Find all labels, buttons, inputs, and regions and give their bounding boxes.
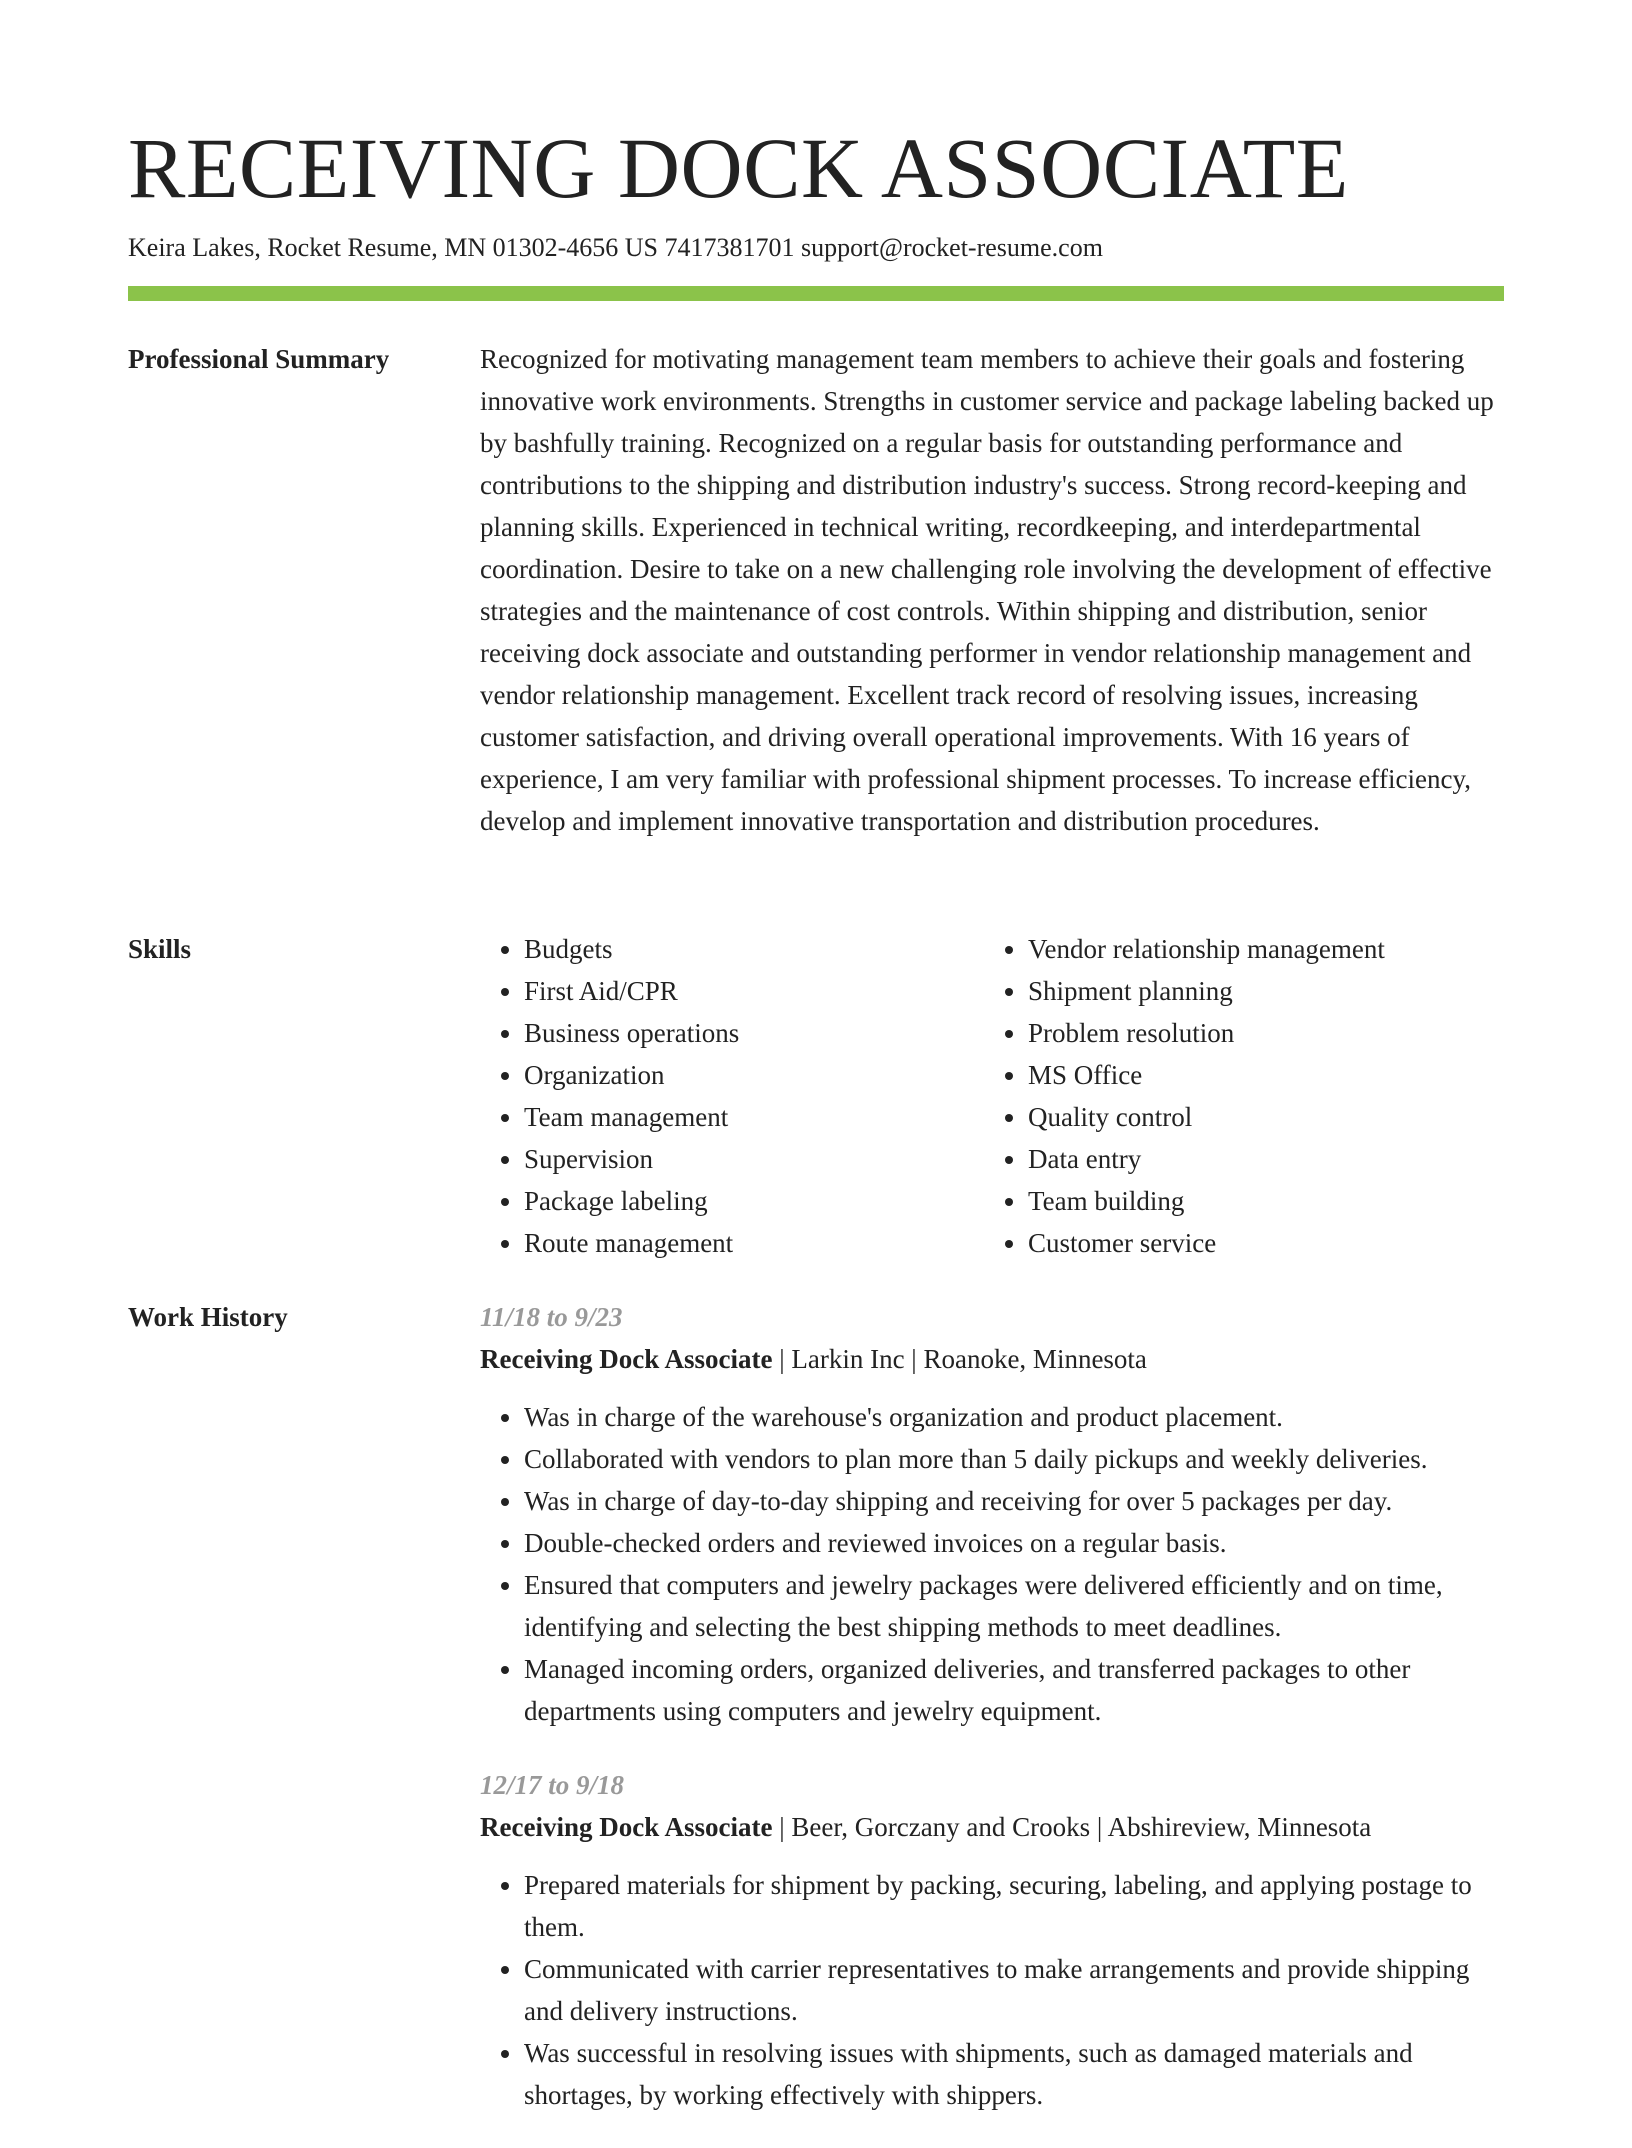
job-bullet: • Was in charge of the warehouse's organization and product placement. [524,1396,1504,1438]
job-dates: 12/17 to 9/18 [480,1770,625,1800]
work-history-body [480,1296,1504,2148]
skill-item: • Vendor relationship management [1028,928,1488,970]
skill-item: • MS Office [1028,1054,1488,1096]
skill-item: • First Aid/CPR [524,970,984,1012]
skill-item: • Quality control [1028,1096,1488,1138]
work-history-heading: Work History [128,1302,288,1332]
skill-item: • Budgets [524,928,984,970]
skill-item: • Supervision [524,1138,984,1180]
skill-item: • Business operations [524,1012,984,1054]
skill-item: • Data entry [1028,1138,1488,1180]
summary-heading: Professional Summary [128,344,390,374]
job-bullet: • Ensured that computers and jewelry packages were delivered efficiently and on time, identifying and selecting the best shipping methods to meet deadlines. [524,1564,1504,1648]
skill-item: • Organization [524,1054,984,1096]
skill-item: • Package labeling [524,1180,984,1222]
skill-item: • Problem resolution [1028,1012,1488,1054]
skill-item: • Team management [524,1096,984,1138]
contact-line: Keira Lakes, Rocket Resume, MN 01302-4656 US 7417381701 support@rocket-resume.com [128,233,1103,262]
job-bullet: • Was in charge of day-to-day shipping and receiving for over 5 packages per day. [524,1480,1504,1522]
job-bullet: • Prepared materials for shipment by packing, securing, labeling, and applying postage to them. [524,1864,1504,1948]
skills-list-left [480,928,984,1264]
job-entry [480,1296,1504,1732]
skills-body [480,928,1504,1264]
job-bullet: • Communicated with carrier representatives to make arrangements and provide shipping and delivery instructions. [524,1948,1504,2032]
job-heading [480,1338,1504,1380]
skills-heading: Skills [128,934,192,964]
job-heading [480,1806,1504,1848]
skill-item: • Team building [1028,1180,1488,1222]
summary-body [480,338,1504,842]
job-bullet: • Double-checked orders and reviewed invoices on a regular basis. [524,1522,1504,1564]
summary-text: Recognized for motivating management team members to achieve their goals and fostering innovative work environments. Strengths in customer service and package labeling backed up by bashfully training. Recognized on a regular basis for outstanding performance and contributions to the shipping and distribution industry's success. Strong record-keeping and planning skills. Experienced in technical writing, recordkeeping, and interdepartmental coordination. Desire to take on a new challenging role involving the development of effective strategies and the maintenance of cost controls. Within shipping and distribution, senior receiving dock associate and outstanding performer in vendor relationship management and vendor relationship management. Excellent track record of resolving issues, increasing customer satisfaction, and driving overall operational improvements. With 16 years of experience, I am very familiar with professional shipment processes. To increase efficiency, develop and implement innovative transportation and distribution procedures. [480,344,1494,836]
job-bullet-list [480,1864,1504,2116]
skill-item: • Customer service [1028,1222,1488,1264]
job-bullet: • Collaborated with vendors to plan more than 5 daily pickups and weekly deliveries. [524,1438,1504,1480]
job-details: | Beer, Gorczany and Crooks | Abshireview, Minnesota [772,1812,1372,1842]
job-title: Receiving Dock Associate [480,1812,773,1842]
header-divider [128,286,1504,301]
resume-title: RECEIVING DOCK ASSOCIATE [128,120,1349,216]
job-entry [480,1764,1504,2116]
job-bullet-list [480,1396,1504,1732]
job-title: Receiving Dock Associate [480,1344,773,1374]
job-details: | Larkin Inc | Roanoke, Minnesota [772,1344,1147,1374]
job-bullet: • Was successful in resolving issues with shipments, such as damaged materials and shortages, by working effectively with shippers. [524,2032,1504,2116]
skill-item: • Route management [524,1222,984,1264]
job-bullet: • Managed incoming orders, organized deliveries, and transferred packages to other departments using computers and jewelry equipment. [524,1648,1504,1732]
skill-item: • Shipment planning [1028,970,1488,1012]
skills-list-right [984,928,1488,1264]
job-dates: 11/18 to 9/23 [480,1302,623,1332]
